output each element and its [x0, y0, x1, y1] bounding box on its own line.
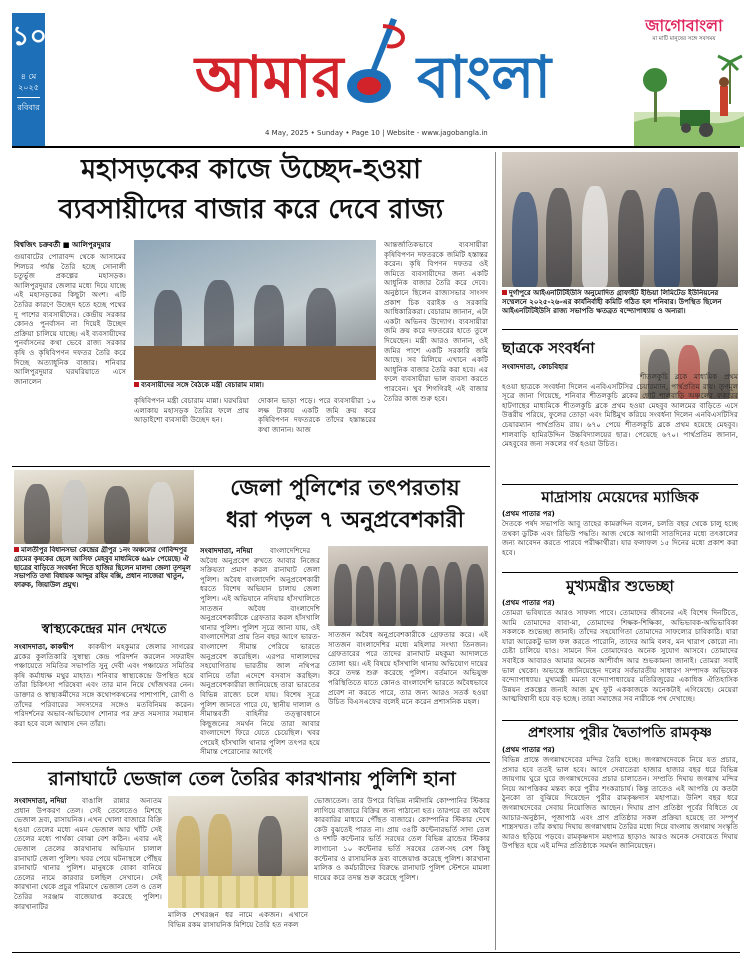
- health-body: কাকদ্বীপ মহকুমার জেলার সাগরের ব্লকের কুলতিকারি সুস্বাস্থ্য কেন্দ্র পরিদর্শন করলেন সফরাইদ পঞ্চায়েতে সমিতির সভাপতি সুনু দেবী এবং পঞ্চায়েত সমিতির কৃষি কর্মাধ্যক্ষ মথুর মাহাত। শনিবার স্বাস্থ্যকেন্দ্রে উপস্থিত হয়ে তাঁরা চিকিৎসা পরিষেবা এবং তার মান নিয়ে খোঁজখবর নেন। ডাক্তার ও স্বাস্থ্যকর্মীদের সঙ্গে কথোপকথনের পাশাপাশি, রোগী ও তাঁদের পরিবারের সদস্যদের সঙ্গেও মতবিনিময় করেন। পরিদর্শনের অভাব-অভিযোগ শোনার পর দ্রুত সমস্যার সমাধান করা হবে বলে আশ্বাস দেন তাঁরা।: [14, 642, 194, 728]
- title-right: বাংলা: [417, 43, 552, 111]
- lead-photo-caption: [134, 381, 376, 390]
- union-meeting-caption-text: দুর্গাপুরে আইএনটিটিইউসি অনুমোদিত গ্রাফাইট ইন্ডিয়া লিমিটেড ইউনিয়নের সম্মেলনে ২০২৫-২৬-এর কার্যনির্বাহী কমিটি গঠিত হল শনিবার। উপস্থিত ছিলেন আইএনটিটিইউসি রাজ্য সভাপতি ঋতব্রত বন্দ্যোপাধ্যায় ও অন্যরা।: [502, 289, 722, 315]
- cm-wishes-continued: (প্রথম পাতার পর): [502, 598, 555, 607]
- police-byline: সংবাদদাতা, নদিয়া: [200, 546, 253, 555]
- puri-body: বিভিন্ন প্রান্তে জগন্নাথদেবের মন্দির তৈরি হচ্ছে। জগন্নাথদেবকে নিয়ে যত প্রচার, প্রসার হবে ততই ভাল হবে। আগে সেবাতেরা হাজার হাজার বছর ধরে বিভিন্ন জায়গায় ঘুরে ঘুরে জগন্নাথদেবের প্রচার চালাতেন। সম্প্রতি দিঘায় জগন্নাথ মন্দির নিয়ে আপত্তিকর মন্তব্য করে পুরীর শংকরাচার্য। কিন্তু তাতেও এই আপত্তি যে কতটা ঠুনকো তা বুঝিয়ে দিয়েছেন পুরীর রামকৃষ্ণদাস মহাপাত্র। উনিশ বছর ধরে জগন্নাথদেবের সেবায় নিয়োজিত আছেন। দিঘায় প্রাণ প্রতিষ্ঠা পূর্বের বিধিতে যে আচার-অনুষ্ঠান, পূজাপাঠ এবং প্রাণ প্রতিষ্ঠার সকল প্রক্রিয়া হয়েছে তা সম্পূর্ণ শাস্ত্রসম্মত। তাঁর কথায় দিঘায় জগন্নাথধাম তৈরির মধ্যে দিয়ে বাংলায় জগন্নাথ সংস্কৃতি আরও ছড়িয়ে পড়বে। রামকৃষ্ণদাস মহাপাত্র ছাড়াও আরও অনেক সেবায়েত দিঘায় উপস্থিত হয়ে এই মন্দির প্রতিষ্ঠাকে সমর্থন জানিয়েছেন।: [502, 755, 738, 851]
- raid-photo: [168, 796, 308, 908]
- union-meeting-photo: [502, 152, 738, 287]
- raid-headline: রানাঘাটে ভেজাল তেল তৈরির কারখানায় পুলিশি হানা: [48, 768, 456, 790]
- felicitation-body: শীতলকুচি ব্লকে মাধ্যমিক প্রথম হওয়া ছাত্রকে সংবর্ধনা দিলেন এনবিএসটিসির চেয়ারম্যান, পার্থপ্রতিম রায়। তৃণমূল সূত্রে জানা গিয়েছে, শনিবার শীতলকুচি ব্লকের ছোট শালবাড়ি অঞ্চলের ফকরের হাটগাছের মাধ্যমিকে শীতলকুচি ব্লকে প্রথম হওয়া মেহবুব আলমের বাড়িতে এসে উত্তরীয় পরিয়ে, ফুলের তোড়া এবং মিষ্টিমুখ করিয়ে সংবর্ধনা দিলেন এনবিএসটিসির চেয়ারম্যান পার্থপ্রতিম রায়। ৬৭০ পেয়ে শীতলকুচি ব্লকে প্রথম হয়েছে মেহবুব। শালবাড়ি হামিরউদ্দিন উচ্চবিদ্যালয়ের ছাত্র। পেয়েছে ৬৭০। পার্থপ্রতিম জানান, মেহবুবের জন্য সকলের গর্ব হওয়া উচিত।: [502, 372, 738, 449]
- brand-name: জাগোবাংলা: [645, 16, 723, 35]
- lead-column-1: গুয়াবাটের পোরাবন্দ থেকে আসামের শিলচর পর্যন্ত তৈরি হচ্ছে সোনালী চতুর্ভুজ প্রকল্পের মহাসড়ক। আলিপুরদুয়ার জেলার মধ্যে দিয়ে যাচ্ছে এই মহাসড়কের কিছুটা অংশ। এটি তৈরির কারণে উচ্ছেদ হতে হচ্ছে পথের দু পাশের ব্যবসায়ীদের। কেন্দ্রীয় সরকার কোনও পুনর্বাসন না দিয়েই উচ্ছেদ প্রক্রিয়া চালিয়ে যাচ্ছে। এই ব্যবসায়ীদের পুনর্বাসনের কথা ভেবে রাজ্য সরকার কৃষি ও কৃষিবিপণন দফতর তৈরি করে দিচ্ছে অত্যাধুনিক বাজার। শনিবার আলিপুরদুয়ার ঘরঘরিয়াতে এসে জানালেন: [14, 252, 126, 386]
- felicitation-headline: ছাত্রকে সংবর্ধনা: [502, 339, 595, 357]
- date-day-month: ৪ মে: [20, 72, 37, 81]
- lead-headline-line1: মহাসড়কের কাজে উচ্ছেদ-হওয়া: [81, 154, 421, 185]
- student-felicitation-photo: [14, 470, 194, 544]
- date-year: ২০২৫: [18, 83, 39, 92]
- union-meeting-caption: [502, 289, 738, 316]
- puri-headline: প্রশংসায় পুরীর দ্বৈতাপতি রামকৃষ্ণ: [528, 725, 712, 741]
- title-left: আমার: [195, 43, 344, 111]
- cm-wishes-headline: মুখ্যমন্ত্রীর শুভেচ্ছা: [566, 577, 674, 595]
- raid-column-3: ভোজ্যতেল। তার উপরে বিভিন্ন নামীদামি কোম্পানির স্টিকার লাগিয়ে বাজারে বিক্রির জন্য পাঠানো হত। তারপরে তা অবৈধ কারবারির মাধ্যমে পৌঁছত বাজারে। কোম্পানির স্টিকার দেখে কেউ বুঝতেই পারত না। প্রায় ৩৪টি কন্টেনারভর্তি সাদা তেল ও দশটি কন্টেনার ভর্তি সরষের তেল বিভিন্ন ব্রান্ডের স্টিকার লাগানো ১০ কন্টেনার ভর্তি সরষের তেল-সহ বেশ কিছু কন্টেনার ও রাসায়নিক দ্রব্য বাজেয়াপ্ত করেছে পুলিশ। কারখানা মালিক ও কর্মচারীদের বিরুদ্ধে রানাঘাট পুলিশ স্টেশনে মামলা দায়ের করে তদন্ত শুরু করেছে পুলিশ।: [314, 796, 490, 882]
- police-headline-line2: ধরা পড়ল ৭ অনুপ্রবেশকারী: [226, 507, 464, 533]
- madrasa-headline: মাদ্রাসায় মেয়েদের ম্যাজিক: [541, 488, 699, 506]
- bengal-scene-illustration: [634, 52, 744, 147]
- health-headline: স্বাস্থ্যকেন্দ্রের মান দেখতে: [41, 622, 167, 637]
- lead-photo-caption-text: ব্যবসায়ীদের সঙ্গে বৈঠকে মন্ত্রী বেচারাম মান্না।: [141, 381, 264, 389]
- ektara-logo-icon: [343, 16, 415, 106]
- health-byline: সংবাদদাতা, কাকদ্বীপ: [14, 642, 74, 651]
- madrasa-body: দৈতকে পর্ষদ সভাপতি আবু তাহের কামরুদ্দিন বলেন, চলতি বছর থেকে চালু হচ্ছে তথকা ডুটিক এবং রিভিউ পদ্ধতি। আজ থেকে আগামী সাতদিনের মধ্যে তৎকালের জন্য আবেদন করতে পারবে পরীক্ষার্থীরা। যার ফলাফল ১৫ দিনের মধ্যে প্রকাশ করা হবে।: [502, 519, 738, 557]
- dateline: 4 May, 2025 • Sunday • Page 10 | Website - www.jagobangla.in: [265, 129, 488, 137]
- lead-column-2: কৃষিবিপণন মন্ত্রী বেচারাম মান্না। ঘরঘরিয়া এলাকায় মহাসড়ক তৈরির ফলে প্রায় আড়াইশো ব্যবসায়ী উচ্ছেদ হন।: [134, 396, 249, 425]
- newspaper-title: [185, 30, 605, 120]
- lead-byline: বিশ্বজিৎ চক্রবর্তী ■ আলিপুরদুয়ার: [14, 240, 111, 249]
- police-column-1: বাংলাদেশিদের অবৈধ অনুপ্রবেশ রুখতে আবার নিজের সক্রিয়তা প্রমাণ করল রানাঘাট জেলা পুলিশ। অবৈধ বাংলাদেশি অনুপ্রবেশকারী ধরতে বিশেষ অভিযান চালায় জেলা পুলিশ। এই অভিযানে নদিয়ার হাঁসখালিতে সাতজন অবৈধ বাংলাদেশি অনুপ্রবেশকারীকে গ্রেফতার করল হাঁসখালি থানার পুলিশ। পুলিশ সূত্রে জানা যায়, ওই বাংলাদেশিরা প্রায় তিন বছর আগে ভারত-বাংলাদেশ সীমান্ত পেরিয়ে ভারতে অনুপ্রবেশ করেছিল। এরপর দালালদের সহযোগিতায় ভারতীয় জাল নথিপত্র বানিয়ে তাঁরা এদেশে বসবাস করছিল। অনুপ্রবেশকারীরা জানিয়েছে তারা ভারতের বিভিন্ন রাজ্যে চলে যায়। বিশেষ সূত্রে পুলিশ জানতে পারে যে, স্থানীয় দালাল ও সীমান্তবর্তী বাহিনীর তত্ত্বাবধানে কিছুজনের সমর্থন নিয়ে তারা আবার বাংলাদেশে ফিরে যেতে চেয়েছিল। খবর পেয়েই হাঁসখালি থানার পুলিশ তৎপর হয়ে সীমান্ত পেরোনোর আগেই: [200, 546, 320, 756]
- student-felicitation-caption-text: মালতীপুর বিধানসভা কেন্দ্রের গ্রীপুর ১নং অঞ্চলের গোবিন্দপুর গ্রামের কৃষকের ছেলে আসিফ মেহবুব মাধ্যমিকে ৬৯৮ পেয়েছে। ঐ ছাত্রের বাড়িতে সংবর্ধনা দিতে হাজির ছিলেন মালদা জেলা তৃণমূল সভাপতি তথা বিধায়ক আব্দুর রহিম বক্সি, প্রধান নাজেরা খাতুন, ফারুক, জিয়াউল প্রমুখ।: [14, 546, 191, 590]
- raid-byline: সংবাদদাতা, নদিয়া: [14, 796, 67, 805]
- lead-column-4: আন্তর্জাতিকভাবে ব্যবসায়ীরা কৃষিবিপণন দফতরকে জমিটি হস্তান্তর করেন। কৃষি বিপণন দফতর ওই জমিতে ব্যবসায়ীদের জন্য একটি আধুনিক বাজার তৈরি করে দেবে। অনুষ্ঠানে ছিলেন রাজ্যসভার সাংসদ প্রকাশ চিক বরাইক ও সরকারি আধিকারিকরা। বেচারাম জানান, এটা একটা অভিনব উদ্যোগ। ব্যবসায়ীরা জমি ক্রয় করে দফতরের হাতে তুলে দিয়েছেন। মন্ত্রী আরও জানান, ওই জমির পাশে একটি সরকারি জমি আছে। সব মিলিয়ে এখানে একটি আধুনিক বাজার তৈরি করা হবে। এর ফলে ব্যবসায়ীরা ভাল ব্যবসা করতে পারবেন। খুব শিগগিরই এই বাজার তৈরির কাজ শুরু হবে।: [384, 240, 488, 403]
- police-column-2: সাতজন অবৈধ অনুপ্রবেশকারীকে গ্রেফতার করে। এই সাতজন বাংলাদেশির মধ্যে মহিলার সংখ্যা তিনজন। গ্রেফতারের পরে তাদের রানাঘাট মহকুমা আদালতে তোলা হয়। এই বিষয়ে হাঁসখালি থানায় অভিযোগ দায়ের করে তদন্ত শুরু করেছে পুলিশ। বর্তমানে অভিযুক্ত পরিস্থিতিতে যাতে কোনও বাংলাদেশি ভারতে অবৈধভাবে প্রবেশ না করতে পারে, তার জন্য আরও সতর্ক হওয়া উচিত বিএসএফের বলেই মনে করেন প্রশাসনিক মহল।: [328, 630, 488, 707]
- police-headline-line1: জেলা পুলিশের তৎপরতায়: [230, 475, 460, 501]
- felicitation-byline: সংবাদদাতা, কোচবিহার: [502, 362, 569, 371]
- cm-wishes-body: তোমরা ভবিষ্যতে আরও সাফল্য পাবে। তোমাদের জীবনের এই বিশেষ দিনটিতে, আমি তোমাদের বাবা-মা, তোমাদের শিক্ষক-শিক্ষিকা, অভিভাবক-অভিভাবিকা সকলকে শুভেচ্ছা জানাই। তাঁদের সহযোগিতা তোমাদের সাফল্যের চাবিকাঠি। যারা যারা আরেকটু ভাল ফল করতে পারোনি, তাদের আমি বলব, মন খারাপ কোরো না। চেষ্টা চালিয়ে যাও। সামনে দিন তোমাদেরও অনেক সুযোগ আসবে। তোমাদের সবাইকে আবারও আমার অনেক আশীর্বাদ আর শুভকামনা জানাই। তোমরা সবাই ভাল থেকো। অভ্যস্তে জানিয়েছেন দলের সর্বভারতীয় সাধারণ সম্পাদক অভিষেক বন্দ্যোপাধ্যায়। মুখ্যমন্ত্রী মমতা বন্দ্যোপাধ্যায়ের মতিরিজুরের একাধিক ঐতিহাসিক উন্নয়ন প্রকল্পের জন্যই আজ মুখ ফুট এককাজকে অনেকটাই এগিয়েছে। মেয়েরা আত্মবিশ্বাসী হয়ে বড় হচ্ছে। তারা সমাজের সব নারীকে পথ দেখাচ্ছে।: [502, 608, 738, 704]
- brand-logo: [628, 16, 740, 48]
- raid-column-2: মালিক শেখরঞ্জন ধর নামে একজন। এখানে বিভিন্ন রকম রাসায়নিক মিশিয়ে তৈরি হত নকল: [168, 910, 308, 929]
- police-arrest-photo: [328, 546, 488, 626]
- weekday: রবিবার: [17, 103, 40, 112]
- puri-continued: (প্রথম পাতার পর): [502, 745, 555, 754]
- lead-headline-line2: ব্যবসায়ীদের বাজার করে দেবে রাজ্য: [58, 194, 444, 225]
- lead-column-3: দোকান ভাড়া পড়ে। পরে ব্যবসায়ীরা ১০ লক্ষ টাকায় একটি জমি ক্রয় করে কৃষিবিপণন দফতরকে তাঁদের হস্তান্তরের কথা জানান। আজ: [258, 396, 376, 434]
- student-felicitation-caption: [14, 546, 194, 618]
- brand-tagline: মা মাটি মানুষের সঙ্গে সবসময়: [652, 36, 716, 42]
- lead-photo: [134, 240, 376, 380]
- page-number-box: [12, 13, 48, 146]
- madrasa-continued: (প্রথম পাতার পর): [502, 509, 555, 518]
- raid-column-1: বাঙালি রান্নার অন্যতম প্রধান উপকরণ তেল। সেই তেলেতেও মিশছে ভেজাল দ্রব্য, রাসায়নিক। এখন খোলা বাজারে বিক্রি হওয়া তেলের মধ্যে এমন ভেজাল আর খাঁটি সেই তেলের মধ্যে পার্থক্য বোঝা বেশ কঠিন। এবার এই ভেজাল তেলের কারখানায় অভিযান চালাল রানাঘাট জেলা পুলিশ। খবর পেয়ে ঘটনাস্থলে পৌঁছয় রানাঘাট থানার পুলিশ। মানুষকে বোকা বানিয়ে তেলের নামে কারবার চলছিল সেখানে। সেই কারখানা থেকে প্রচুর পরিমাণে ভেজাল তেল ও তেল তৈরির সরঞ্জাম বাজেয়াপ্ত করেছে পুলিশ। কারখানাটির: [14, 796, 162, 911]
- page-number: ১০: [12, 21, 48, 52]
